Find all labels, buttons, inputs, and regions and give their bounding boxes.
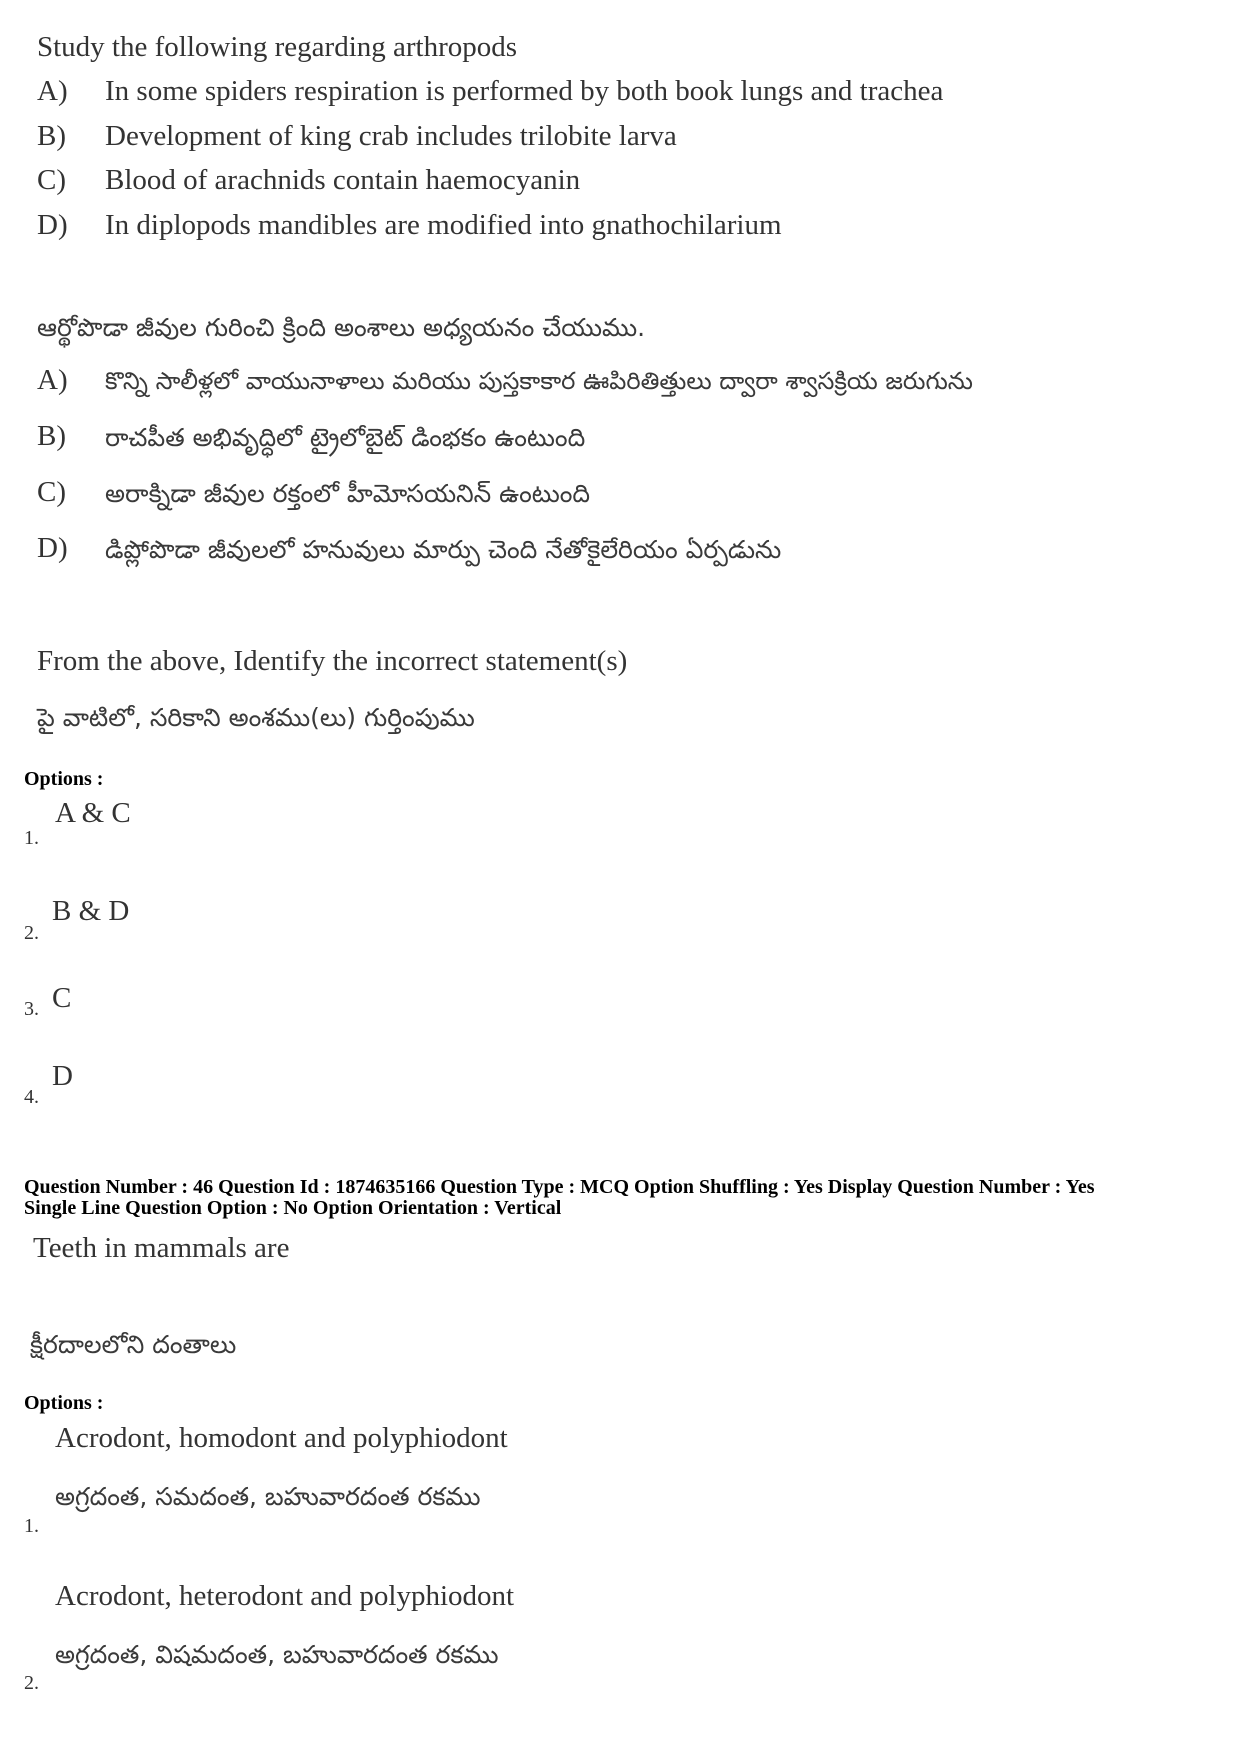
option-number: 3. — [24, 998, 39, 1020]
options-heading: Options : — [24, 768, 104, 790]
question-stem-telugu: క్షీరదాలలోని దంతాలు — [30, 1330, 237, 1359]
statement-text-telugu: కొన్ని సాలీళ్లలో వాయునాళాలు మరియు పుస్తకాకార ఊపిరితిత్తులు ద్వారా శ్వాసక్రియ జరుగును — [105, 367, 973, 395]
question-metadata — [24, 1177, 1094, 1219]
statement-letter: D) — [37, 209, 68, 241]
option-number: 4. — [24, 1086, 39, 1108]
statement-letter: C) — [37, 476, 66, 508]
options-heading: Options : — [24, 1392, 104, 1414]
question-stem-english: Teeth in mammals are — [33, 1232, 290, 1264]
question-metadata-line: Question Number : 46 Question Id : 1874635166 Question Type : MCQ Option Shuffling : Yes Display Question Number : Yes — [24, 1176, 1095, 1198]
instruction-english: From the above, Identify the incorrect statement(s) — [37, 645, 628, 677]
option-number: 2. — [24, 922, 39, 944]
question-metadata-line: Single Line Question Option : No Option Orientation : Vertical — [24, 1197, 562, 1219]
statement-text: In some spiders respiration is performed by both book lungs and trachea — [105, 75, 944, 107]
statement-text: Development of king crab includes trilobite larva — [105, 120, 677, 152]
question-stem-english: Study the following regarding arthropods — [37, 31, 518, 63]
option-text: B & D — [52, 895, 130, 927]
option-text: Acrodont, homodont and polyphiodont — [55, 1422, 508, 1454]
option-number: 2. — [24, 1672, 39, 1694]
option-text: D — [52, 1060, 73, 1092]
option-number: 1. — [24, 827, 39, 849]
statement-letter: B) — [37, 120, 66, 152]
statement-letter: D) — [37, 532, 68, 564]
statement-letter: A) — [37, 75, 68, 107]
question-stem-telugu: ఆర్థోపొడా జీవుల గురించి క్రింది అంశాలు అధ్యయనం చేయుము. — [37, 313, 646, 342]
option-text: Acrodont, heterodont and polyphiodont — [55, 1580, 515, 1612]
option-text-telugu: అగ్రదంత, సమదంత, బహువారదంత రకము — [55, 1482, 481, 1511]
statement-text-telugu: అరాక్నిడా జీవుల రక్తంలో హీమోసయనిన్ ఉంటుంది — [105, 479, 591, 508]
statement-text-telugu: డిప్లోపొడా జీవులలో హనువులు మార్పు చెంది నేతోకైలేరియం ఏర్పడును — [105, 535, 782, 564]
option-number: 1. — [24, 1515, 39, 1537]
statement-text-telugu: రాచపీత అభివృద్ధిలో ట్రైలోబైట్ డింభకం ఉంటుంది — [105, 423, 586, 452]
statement-letter: A) — [37, 364, 68, 396]
statement-text: Blood of arachnids contain haemocyanin — [105, 164, 581, 196]
option-text: C — [52, 982, 72, 1014]
instruction-telugu: పై వాటిలో, సరికాని అంశము(లు) గుర్తింపుము — [37, 703, 475, 732]
option-text: A & C — [55, 797, 131, 829]
statement-letter: C) — [37, 164, 66, 196]
statement-text: In diplopods mandibles are modified into gnathochilarium — [105, 209, 782, 241]
statement-letter: B) — [37, 420, 66, 452]
option-text-telugu: అగ్రదంత, విషమదంత, బహువారదంత రకము — [55, 1640, 499, 1669]
